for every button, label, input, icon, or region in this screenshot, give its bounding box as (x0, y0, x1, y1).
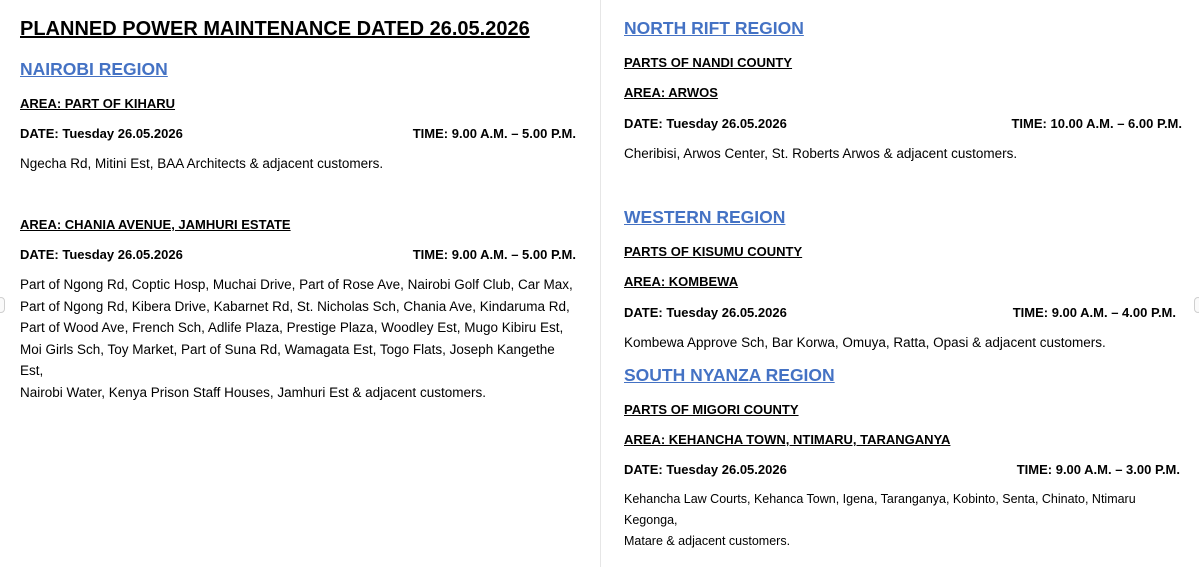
places-line: Part of Wood Ave, French Sch, Adlife Plaza, Prestige Plaza, Woodley Est, Mugo Kibiru Est, (20, 320, 564, 335)
page-scroll-marker-left[interactable] (0, 297, 5, 313)
date-label-chania: DATE: Tuesday 26.05.2026 (20, 247, 183, 262)
region-heading-north-rift: NORTH RIFT REGION (624, 18, 804, 38)
time-label-kombewa: TIME: 9.00 A.M. – 4.00 P.M. (1012, 305, 1176, 320)
places-kombewa: Kombewa Approve Sch, Bar Korwa, Omuya, Ratta, Opasi & adjacent customers. (624, 335, 1106, 350)
county-label-kisumu: PARTS OF KISUMU COUNTY (624, 244, 803, 259)
document-title: PLANNED POWER MAINTENANCE DATED 26.05.2026 (20, 18, 530, 40)
date-label-kiharu: DATE: Tuesday 26.05.2026 (20, 126, 183, 141)
region-heading-south-nyanza: SOUTH NYANZA REGION (624, 365, 835, 385)
county-label-nandi: PARTS OF NANDI COUNTY (624, 55, 793, 70)
right-column (624, 0, 1184, 567)
region-heading-nairobi: NAIROBI REGION (20, 59, 168, 79)
time-label-arwos: TIME: 10.00 A.M. – 6.00 P.M. (1011, 116, 1182, 131)
date-label-kombewa: DATE: Tuesday 26.05.2026 (624, 305, 787, 320)
places-line: Nairobi Water, Kenya Prison Staff Houses, Jamhuri Est & adjacent customers. (20, 384, 486, 400)
area-label-kehancha: AREA: KEHANCHA TOWN, NTIMARU, TARANGANYA (624, 432, 951, 447)
places-line: Part of Ngong Rd, Coptic Hosp, Muchai Drive, Part of Rose Ave, Nairobi Golf Club, Car Max, (20, 277, 573, 292)
places-line: Kehancha Law Courts, Kehanca Town, Igena, Taranganya, Kobinto, Senta, Chinato, Ntimaru Kegonga, (624, 492, 1136, 527)
date-label-kehancha: DATE: Tuesday 26.05.2026 (624, 462, 787, 477)
places-kehancha (624, 489, 1189, 552)
left-column (20, 0, 580, 567)
time-label-kiharu: TIME: 9.00 A.M. – 5.00 P.M. (412, 126, 576, 141)
places-line: Part of Ngong Rd, Kibera Drive, Kabarnet Rd, St. Nicholas Sch, Chania Ave, Kindaruma Rd, (20, 298, 570, 314)
time-label-chania: TIME: 9.00 A.M. – 5.00 P.M. (412, 247, 576, 262)
time-label-kehancha: TIME: 9.00 A.M. – 3.00 P.M. (1016, 462, 1180, 477)
area-label-kombewa: AREA: KOMBEWA (624, 274, 739, 289)
county-label-migori: PARTS OF MIGORI COUNTY (624, 402, 799, 417)
area-label-chania: AREA: CHANIA AVENUE, JAMHURI ESTATE (20, 217, 291, 232)
area-label-arwos: AREA: ARWOS (624, 85, 718, 100)
date-label-arwos: DATE: Tuesday 26.05.2026 (624, 116, 787, 131)
places-kiharu: Ngecha Rd, Mitini Est, BAA Architects & adjacent customers. (20, 156, 384, 171)
places-chania (20, 274, 580, 403)
places-arwos: Cheribisi, Arwos Center, St. Roberts Arwos & adjacent customers. (624, 146, 1018, 161)
places-line: Matare & adjacent customers. (624, 534, 791, 548)
places-line: Moi Girls Sch, Toy Market, Part of Suna Rd, Wamagata Est, Togo Flats, Joseph Kangethe Est, (20, 341, 555, 378)
area-label-kiharu: AREA: PART OF KIHARU (20, 96, 176, 111)
region-heading-western: WESTERN REGION (624, 207, 786, 227)
page-scroll-marker-right[interactable] (1194, 297, 1199, 313)
column-divider (600, 0, 601, 567)
